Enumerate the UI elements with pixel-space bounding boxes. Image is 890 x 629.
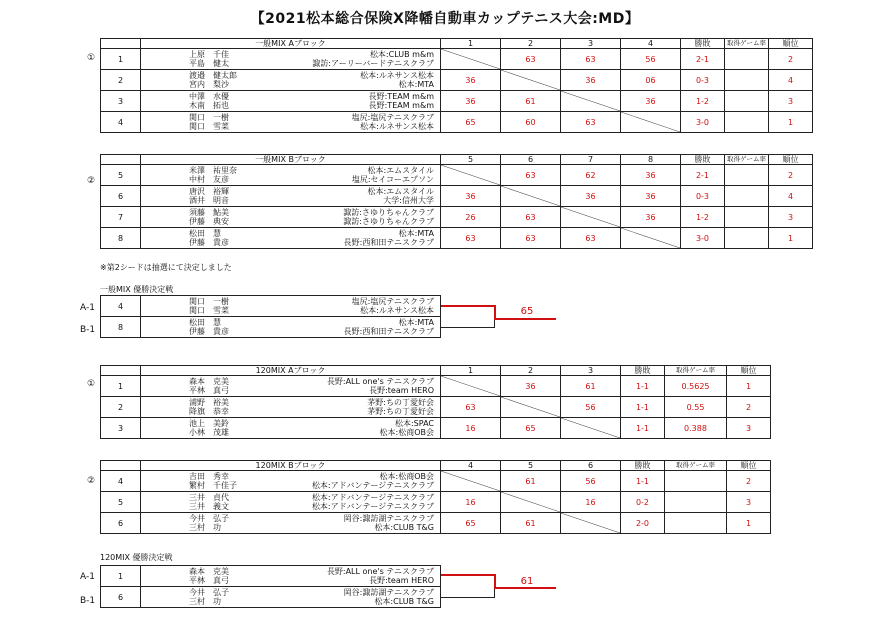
player-pair	[141, 492, 441, 513]
score-cell: 06	[621, 70, 681, 91]
game-rate	[725, 49, 769, 70]
col-head: 2	[501, 39, 561, 49]
player-no: 5	[101, 165, 141, 186]
rank: 1	[727, 513, 771, 534]
score-cell: 62	[561, 165, 621, 186]
score-cell: 36	[621, 165, 681, 186]
player-no: 4	[101, 296, 141, 317]
block-c-header	[101, 366, 771, 376]
club-name: 諏訪:さゆりちゃんクラブ	[343, 207, 434, 217]
score-cell: 63	[561, 228, 621, 249]
bracket-line-loser	[441, 597, 495, 598]
table-row	[101, 587, 441, 608]
self-cell	[501, 397, 561, 418]
player-no: 2	[101, 397, 141, 418]
player-name: 関口 一樹	[189, 112, 229, 122]
final-1-table	[100, 295, 441, 338]
seed-mark-c: ①	[86, 379, 96, 389]
club-name: 松本:アドバンテージテニスクラブ	[311, 502, 434, 511]
final-label: A-1	[80, 572, 95, 582]
col-head: 2	[501, 366, 561, 376]
table-row	[101, 228, 813, 249]
score-cell: 36	[621, 207, 681, 228]
player-name: 吉田 秀幸	[189, 471, 229, 481]
player-no: 4	[101, 112, 141, 133]
self-cell	[561, 513, 621, 534]
player-name: 森本 克美	[189, 566, 229, 576]
player-pair	[141, 418, 441, 439]
table-row	[101, 492, 771, 513]
block-b-header	[101, 155, 813, 165]
win-loss: 2-1	[681, 165, 725, 186]
score-cell: 56	[561, 471, 621, 492]
win-loss: 2-0	[621, 513, 665, 534]
player-name: 小林 茂雄	[189, 428, 229, 437]
self-cell	[621, 112, 681, 133]
game-rate	[665, 492, 727, 513]
player-pair	[141, 207, 441, 228]
player-name: 松田 慧	[189, 228, 221, 238]
player-no: 4	[101, 471, 141, 492]
player-name: 繁村 千佳子	[189, 481, 237, 490]
rank: 1	[769, 112, 813, 133]
club-name: 諏訪:さゆりちゃんクラブ	[343, 217, 434, 226]
player-name: 米澤 祐里奈	[189, 165, 237, 175]
table-row	[101, 70, 813, 91]
col-head: 8	[621, 155, 681, 165]
player-name: 三村 功	[189, 597, 221, 606]
club-name: 松本:MTA	[398, 317, 434, 327]
score-cell: 56	[621, 49, 681, 70]
bracket-line-vertical	[494, 574, 496, 588]
club-name: 長野:TEAM m&m	[368, 101, 434, 110]
club-name: 松本:松商OB会	[379, 428, 434, 437]
final-score: 65	[520, 306, 534, 317]
player-name: 平島 健太	[189, 59, 229, 68]
club-name: 岡谷:諏訪湖テニスクラブ	[343, 587, 434, 597]
game-rate	[665, 513, 727, 534]
block-c-table	[100, 365, 771, 439]
player-name: 中澤 水優	[189, 91, 229, 101]
rank: 3	[769, 91, 813, 112]
final-label: A-1	[80, 303, 95, 313]
rank: 3	[727, 492, 771, 513]
player-name: 今井 弘子	[189, 587, 229, 597]
rank: 4	[769, 70, 813, 91]
result-head: 勝敗	[621, 366, 665, 376]
player-name: 降旗 恭幸	[189, 407, 229, 416]
bracket-line-result	[494, 318, 556, 320]
player-pair	[141, 471, 441, 492]
player-pair	[141, 112, 441, 133]
win-loss: 1-1	[621, 418, 665, 439]
player-no: 8	[101, 228, 141, 249]
bracket-line-winner	[441, 305, 496, 307]
player-no: 1	[101, 376, 141, 397]
self-cell	[501, 186, 561, 207]
game-rate	[725, 186, 769, 207]
rank: 4	[769, 186, 813, 207]
club-name: 松本:エムスタイル	[367, 186, 434, 196]
col-head: 4	[621, 39, 681, 49]
club-name: 松本:松商OB会	[379, 471, 434, 481]
score-cell: 63	[501, 207, 561, 228]
player-name: 平林 真弓	[189, 576, 229, 585]
block-d-header	[101, 461, 771, 471]
rank: 3	[769, 207, 813, 228]
final-2-table	[100, 565, 441, 608]
win-loss: 1-1	[621, 376, 665, 397]
seed-mark-b: ②	[86, 176, 96, 186]
player-pair	[141, 186, 441, 207]
result-head: 勝敗	[681, 155, 725, 165]
player-name: 伊藤 貴彦	[189, 327, 229, 336]
seed-mark-a: ①	[86, 53, 96, 63]
player-name: 須藤 鮎美	[189, 207, 229, 217]
player-no: 5	[101, 492, 141, 513]
win-loss: 2-1	[681, 49, 725, 70]
self-cell	[501, 492, 561, 513]
col-head: 1	[441, 39, 501, 49]
score-cell: 36	[621, 91, 681, 112]
player-name: 酒井 明音	[189, 196, 229, 205]
table-row	[101, 418, 771, 439]
col-head: 7	[561, 155, 621, 165]
table-row	[101, 376, 771, 397]
player-no: 3	[101, 418, 141, 439]
table-row	[101, 91, 813, 112]
player-pair	[141, 397, 441, 418]
rank: 1	[769, 228, 813, 249]
club-name: 松本:CLUB m&m	[369, 49, 434, 59]
block-a-table	[100, 38, 813, 133]
score-cell: 36	[501, 376, 561, 397]
club-name: 長野:TEAM m&m	[368, 91, 434, 101]
col-head: 3	[561, 39, 621, 49]
player-no: 6	[101, 513, 141, 534]
block-name: 一般MIX Bブロック	[141, 155, 441, 165]
result-head: 勝敗	[621, 461, 665, 471]
rank: 2	[769, 165, 813, 186]
rank: 2	[727, 471, 771, 492]
table-row	[101, 112, 813, 133]
win-loss: 1-2	[681, 207, 725, 228]
player-pair	[141, 228, 441, 249]
self-cell	[561, 91, 621, 112]
player-name: 関口 雪菜	[189, 306, 229, 315]
club-name: 茅野:ちの丁愛好会	[367, 397, 434, 407]
score-cell: 36	[441, 91, 501, 112]
score-cell: 61	[561, 376, 621, 397]
col-head: 5	[501, 461, 561, 471]
player-pair	[141, 587, 441, 608]
self-cell	[561, 207, 621, 228]
player-name: 宮内 梨沙	[189, 80, 229, 89]
player-no: 7	[101, 207, 141, 228]
club-name: 大学:信州大学	[383, 196, 434, 205]
table-row	[101, 296, 441, 317]
club-name: 岡谷:諏訪湖テニスクラブ	[343, 513, 434, 523]
player-name: 森本 克美	[189, 376, 229, 386]
table-row	[101, 207, 813, 228]
win-loss: 3-0	[681, 112, 725, 133]
club-name: 松本:CLUB T&G	[374, 523, 434, 532]
rank-head: 順位	[769, 39, 813, 49]
final-title: 一般MIX 優勝決定戦	[100, 285, 174, 294]
player-name: 浦野 裕美	[189, 397, 229, 407]
score-cell: 63	[441, 397, 501, 418]
table-row	[101, 471, 771, 492]
col-head: 1	[441, 366, 501, 376]
club-name: 長野:西和田テニスクラブ	[343, 238, 434, 247]
block-a-header	[101, 39, 813, 49]
player-pair	[141, 566, 441, 587]
rank: 2	[769, 49, 813, 70]
rank: 2	[727, 397, 771, 418]
game-rate	[725, 228, 769, 249]
bracket-line-result	[494, 587, 556, 589]
win-loss: 0-2	[621, 492, 665, 513]
self-cell	[441, 376, 501, 397]
club-name: 長野:ALL one's テニスクラブ	[326, 566, 434, 576]
club-name: 松本:MTA	[398, 228, 434, 238]
player-name: 中村 友彦	[189, 175, 229, 184]
game-rate	[725, 207, 769, 228]
self-cell	[441, 471, 501, 492]
lottery-note: ※第2シードは抽選にて決定しました	[100, 263, 232, 272]
score-cell: 36	[561, 186, 621, 207]
rank-head: 順位	[769, 155, 813, 165]
table-row	[101, 49, 813, 70]
club-name: 長野:ALL one's テニスクラブ	[326, 376, 434, 386]
score-cell: 60	[501, 112, 561, 133]
player-pair	[141, 513, 441, 534]
game-rate	[725, 165, 769, 186]
player-pair	[141, 317, 441, 338]
player-name: 池上 美鈴	[189, 418, 229, 428]
bracket-line-winner	[441, 574, 496, 576]
club-name: 松本:MTA	[398, 80, 434, 89]
player-name: 伊藤 貴彦	[189, 238, 229, 247]
final-label: B-1	[80, 596, 96, 606]
player-no: 1	[101, 49, 141, 70]
win-loss: 3-0	[681, 228, 725, 249]
win-loss: 0-3	[681, 70, 725, 91]
rank: 1	[727, 376, 771, 397]
player-name: 今井 弘子	[189, 513, 229, 523]
score-cell: 36	[561, 70, 621, 91]
club-name: 松本:CLUB T&G	[374, 597, 434, 606]
self-cell	[441, 49, 501, 70]
player-no: 3	[101, 91, 141, 112]
game-rate	[665, 471, 727, 492]
player-no: 8	[101, 317, 141, 338]
club-name: 松本:ルネサンス松本	[360, 70, 434, 80]
block-name: 一般MIX Aブロック	[141, 39, 441, 49]
club-name: 長野:team HERO	[369, 386, 434, 395]
self-cell	[501, 70, 561, 91]
player-no: 1	[101, 566, 141, 587]
score-cell: 61	[501, 91, 561, 112]
player-no: 6	[101, 587, 141, 608]
rate-head: 取得ゲーム率	[665, 461, 727, 471]
score-cell: 36	[441, 70, 501, 91]
table-row	[101, 566, 441, 587]
score-cell: 36	[441, 186, 501, 207]
col-head: 6	[561, 461, 621, 471]
col-head: 6	[501, 155, 561, 165]
score-cell: 26	[441, 207, 501, 228]
score-cell: 61	[501, 513, 561, 534]
table-row	[101, 397, 771, 418]
player-name: 平林 真弓	[189, 386, 229, 395]
player-pair	[141, 165, 441, 186]
seed-mark-d: ②	[86, 476, 96, 486]
player-pair	[141, 49, 441, 70]
score-cell: 65	[441, 513, 501, 534]
player-no: 6	[101, 186, 141, 207]
col-head: 3	[561, 366, 621, 376]
club-name: 松本:エムスタイル	[367, 165, 434, 175]
player-name: 関口 一樹	[189, 296, 229, 306]
club-name: 諏訪:アーリーバードテニスクラブ	[312, 59, 434, 68]
self-cell	[561, 418, 621, 439]
score-cell: 16	[441, 418, 501, 439]
score-cell: 16	[441, 492, 501, 513]
score-cell: 63	[501, 49, 561, 70]
club-name: 長野:西和田テニスクラブ	[343, 327, 434, 336]
player-name: 伊藤 典安	[189, 217, 229, 226]
table-row	[101, 317, 441, 338]
table-row	[101, 513, 771, 534]
win-loss: 0-3	[681, 186, 725, 207]
game-rate	[725, 112, 769, 133]
rate-head: 取得ゲーム率	[665, 366, 727, 376]
score-cell: 61	[501, 471, 561, 492]
result-head: 勝敗	[681, 39, 725, 49]
player-name: 三井 義文	[189, 502, 229, 511]
game-rate	[725, 70, 769, 91]
player-name: 三村 功	[189, 523, 221, 532]
final-title: 120MIX 優勝決定戦	[100, 553, 173, 562]
score-cell: 36	[621, 186, 681, 207]
club-name: 松本:SPAC	[394, 418, 434, 428]
table-row	[101, 165, 813, 186]
bracket-line-vertical	[494, 305, 496, 319]
bracket-line-loser	[441, 327, 495, 328]
self-cell	[441, 165, 501, 186]
page-title: 【2021松本総合保険X降幡自動車カップテニス大会:MD】	[250, 11, 640, 27]
player-name: 唐沢 裕輝	[189, 186, 229, 196]
table-row	[101, 186, 813, 207]
score-cell: 65	[501, 418, 561, 439]
score-cell: 63	[441, 228, 501, 249]
game-rate	[725, 91, 769, 112]
final-score: 61	[520, 576, 534, 587]
player-name: 松田 慧	[189, 317, 221, 327]
block-name: 120MIX Bブロック	[141, 461, 441, 471]
player-pair	[141, 91, 441, 112]
score-cell: 65	[441, 112, 501, 133]
game-rate: 0.388	[665, 418, 727, 439]
club-name: 塩尻:塩尻テニスクラブ	[351, 112, 434, 122]
score-cell: 63	[501, 165, 561, 186]
club-name: 長野:team HERO	[369, 576, 434, 585]
col-head: 4	[441, 461, 501, 471]
player-name: 木南 拓也	[189, 101, 229, 110]
player-name: 三井 貞代	[189, 492, 229, 502]
club-name: 松本:ルネサンス松本	[360, 122, 434, 131]
score-cell: 56	[561, 397, 621, 418]
player-no: 2	[101, 70, 141, 91]
player-pair	[141, 70, 441, 91]
rank-head: 順位	[727, 461, 771, 471]
self-cell	[621, 228, 681, 249]
win-loss: 1-2	[681, 91, 725, 112]
club-name: 塩尻:セイコーエプソン	[351, 175, 434, 184]
block-b-table	[100, 154, 813, 249]
player-pair	[141, 376, 441, 397]
player-pair	[141, 296, 441, 317]
player-name: 上原 千佳	[189, 49, 229, 59]
win-loss: 1-1	[621, 397, 665, 418]
game-rate: 0.5625	[665, 376, 727, 397]
score-cell: 63	[561, 112, 621, 133]
rate-head: 取得ゲーム率	[725, 39, 769, 49]
rank: 3	[727, 418, 771, 439]
score-cell: 63	[561, 49, 621, 70]
col-head: 5	[441, 155, 501, 165]
block-d-table	[100, 460, 771, 534]
score-cell: 16	[561, 492, 621, 513]
score-cell: 63	[501, 228, 561, 249]
club-name: 茅野:ちの丁愛好会	[367, 407, 434, 416]
game-rate: 0.55	[665, 397, 727, 418]
final-label: B-1	[80, 325, 96, 335]
player-name: 渡邉 健太郎	[189, 70, 237, 80]
club-name: 塩尻:塩尻テニスクラブ	[351, 296, 434, 306]
club-name: 松本:アドバンテージテニスクラブ	[311, 492, 434, 502]
block-name: 120MIX Aブロック	[141, 366, 441, 376]
club-name: 松本:アドバンテージテニスクラブ	[311, 481, 434, 490]
club-name: 松本:ルネサンス松本	[360, 306, 434, 315]
rate-head: 取得ゲーム率	[725, 155, 769, 165]
win-loss: 1-1	[621, 471, 665, 492]
rank-head: 順位	[727, 366, 771, 376]
player-name: 関口 雪菜	[189, 122, 229, 131]
